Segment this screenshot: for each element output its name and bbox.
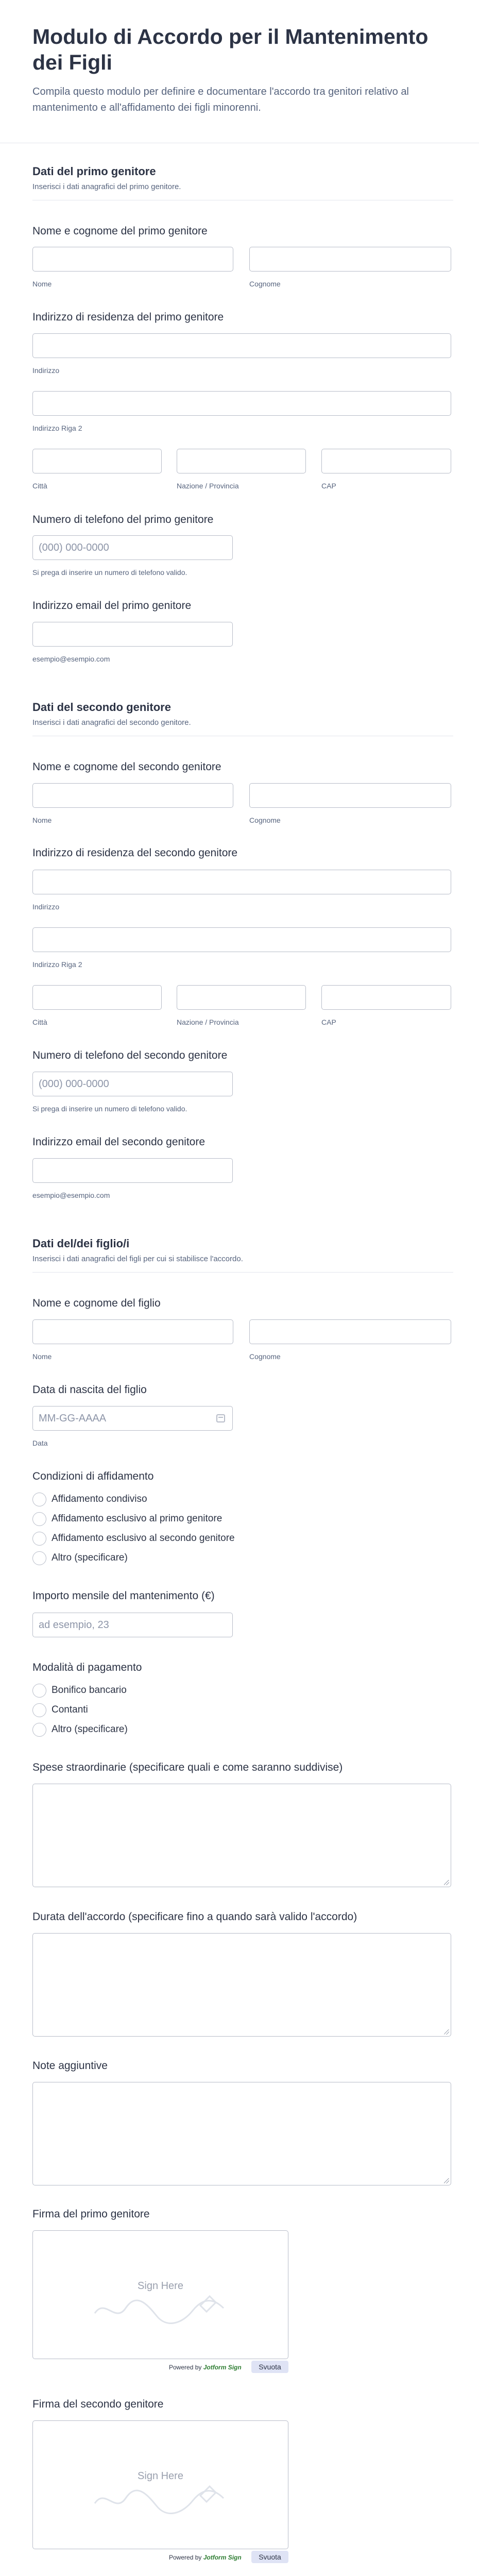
parent1-zip-input[interactable] — [321, 449, 451, 473]
custody-option-parent1[interactable] — [32, 1511, 222, 1527]
radio-button[interactable] — [32, 1703, 46, 1717]
resize-handle-icon[interactable] — [444, 1880, 449, 1885]
parent1-email-label: Indirizzo email del primo genitore — [32, 600, 192, 612]
parent2-name-label: Nome e cognome del secondo genitore — [32, 761, 221, 773]
parent2-section-subtitle: Inserisci i dati anagrafici del secondo genitore. — [32, 718, 191, 727]
signature1-label: Firma del primo genitore — [32, 2208, 150, 2220]
radio-button[interactable] — [32, 1532, 46, 1546]
custody-option-other[interactable] — [32, 1550, 128, 1566]
signature1-pad[interactable] — [32, 2230, 288, 2359]
children-section-subtitle: Inserisci i dati anagrafici del figli per cui si stabilisce l'accordo. — [32, 1255, 243, 1263]
radio-button[interactable] — [32, 1512, 46, 1526]
parent2-email-input[interactable] — [32, 1158, 233, 1183]
parent2-section-title: Dati del secondo genitore — [32, 701, 171, 714]
calendar-icon[interactable] — [216, 1414, 225, 1422]
resize-handle-icon[interactable] — [444, 2029, 449, 2035]
parent1-email-input[interactable] — [32, 622, 233, 647]
custody-label: Condizioni di affidamento — [32, 1470, 154, 1482]
parent2-address-label: Indirizzo di residenza del secondo genitore — [32, 847, 238, 859]
amount-input[interactable]: ad esempio, 23 — [32, 1613, 233, 1637]
custody-option-label: Affidamento esclusivo al primo genitore — [52, 1513, 223, 1524]
parent2-address2-sublabel: Indirizzo Riga 2 — [32, 960, 82, 969]
signature2-pad[interactable] — [32, 2420, 288, 2549]
extra-expenses-label: Spese straordinarie (specificare quali e come saranno suddivise) — [32, 1761, 343, 1773]
parent1-first-name-sublabel: Nome — [32, 280, 52, 288]
parent1-zip-sublabel: CAP — [321, 482, 336, 490]
parent1-section-subtitle: Inserisci i dati anagrafici del primo genitore. — [32, 182, 181, 191]
child-last-name-sublabel: Cognome — [249, 1352, 281, 1361]
signature1-hint: Sign Here — [138, 2280, 183, 2292]
form-subtitle: Compila questo modulo per definire e documentare l'accordo tra genitori relativo al mantenimento e all'affidamento dei figli minorenni. — [32, 86, 409, 113]
amount-label: Importo mensile del mantenimento (€) — [32, 1590, 215, 1602]
duration-textarea[interactable] — [32, 1933, 451, 2037]
child-last-name-input[interactable] — [249, 1319, 451, 1344]
parent1-address-label: Indirizzo di residenza del primo genitore — [32, 311, 224, 323]
parent1-city-input[interactable] — [32, 449, 162, 473]
custody-option-parent2[interactable] — [32, 1531, 235, 1546]
parent2-last-name-sublabel: Cognome — [249, 816, 281, 824]
payment-option-other[interactable] — [32, 1722, 128, 1737]
jotform-sign-logo: Jotform Sign — [203, 2554, 242, 2561]
jotform-sign-logo: Jotform Sign — [203, 2364, 242, 2371]
parent2-state-sublabel: Nazione / Provincia — [177, 1018, 239, 1026]
parent1-email-sublabel: esempio@esempio.com — [32, 655, 110, 663]
notes-textarea[interactable] — [32, 2082, 451, 2185]
parent2-first-name-input[interactable] — [32, 783, 233, 808]
parent2-phone-sublabel: Si prega di inserire un numero di telefono valido. — [32, 1105, 187, 1113]
signature2-clear-button[interactable]: Svuota — [251, 2551, 288, 2563]
parent1-first-name-input[interactable] — [32, 247, 233, 272]
parent1-state-sublabel: Nazione / Provincia — [177, 482, 239, 490]
signature2-powered-by — [169, 2554, 242, 2561]
child-dob-input[interactable] — [32, 1406, 233, 1431]
parent1-last-name-sublabel: Cognome — [249, 280, 281, 288]
signature1-powered-by — [169, 2364, 242, 2371]
resize-handle-icon[interactable] — [444, 2178, 449, 2183]
extra-expenses-textarea[interactable] — [32, 1784, 451, 1887]
parent2-email-sublabel: esempio@esempio.com — [32, 1191, 110, 1199]
radio-button[interactable] — [32, 1684, 46, 1698]
form-title: Modulo di Accordo per il Mantenimento dei Figli — [32, 25, 429, 74]
parent2-first-name-sublabel: Nome — [32, 816, 52, 824]
parent2-state-input[interactable] — [177, 985, 306, 1010]
payment-label: Modalità di pagamento — [32, 1662, 142, 1673]
custody-option-shared[interactable] — [32, 1492, 147, 1507]
duration-label: Durata dell'accordo (specificare fino a quando sarà valido l'accordo) — [32, 1911, 357, 1923]
parent2-zip-sublabel: CAP — [321, 1018, 336, 1026]
signature1-clear-button[interactable]: Svuota — [251, 2361, 288, 2373]
radio-button[interactable] — [32, 1493, 46, 1506]
parent1-phone-input[interactable]: (000) 000-0000 — [32, 535, 233, 560]
parent2-city-input[interactable] — [32, 985, 162, 1010]
child-dob-label: Data di nascita del figlio — [32, 1384, 147, 1396]
payment-option-label: Altro (specificare) — [52, 1724, 128, 1735]
custody-option-label: Affidamento condiviso — [52, 1494, 147, 1504]
parent2-last-name-input[interactable] — [249, 783, 451, 808]
parent1-city-sublabel: Città — [32, 482, 47, 490]
radio-button[interactable] — [32, 1723, 46, 1737]
signature-scribble-icon — [84, 2457, 239, 2519]
parent2-address2-input[interactable] — [32, 927, 451, 952]
parent1-address1-input[interactable] — [32, 333, 451, 358]
notes-label: Note aggiuntive — [32, 2060, 108, 2072]
parent1-section-title: Dati del primo genitore — [32, 165, 156, 178]
signature2-hint: Sign Here — [138, 2470, 183, 2482]
child-first-name-input[interactable] — [32, 1319, 233, 1344]
parent2-email-label: Indirizzo email del secondo genitore — [32, 1136, 206, 1148]
parent1-last-name-input[interactable] — [249, 247, 451, 272]
parent1-phone-label: Numero di telefono del primo genitore — [32, 514, 214, 526]
parent2-phone-input[interactable]: (000) 000-0000 — [32, 1072, 233, 1096]
child-first-name-sublabel: Nome — [32, 1352, 52, 1361]
parent2-address1-sublabel: Indirizzo — [32, 903, 60, 911]
payment-option-label: Bonifico bancario — [52, 1685, 127, 1696]
parent1-address1-sublabel: Indirizzo — [32, 366, 60, 375]
signature-scribble-icon — [84, 2267, 239, 2329]
payment-option-label: Contanti — [52, 1704, 88, 1715]
parent1-name-label: Nome e cognome del primo genitore — [32, 225, 208, 237]
children-section-title: Dati del/dei figlio/i — [32, 1237, 130, 1250]
parent2-phone-label: Numero di telefono del secondo genitore — [32, 1049, 228, 1061]
parent1-address2-input[interactable] — [32, 391, 451, 416]
child-dob-sublabel: Data — [32, 1439, 48, 1447]
signature2-label: Firma del secondo genitore — [32, 2398, 164, 2410]
payment-option-bank[interactable] — [32, 1683, 127, 1698]
powered-prefix: Powered by — [169, 2364, 202, 2371]
parent2-city-sublabel: Città — [32, 1018, 47, 1026]
powered-prefix: Powered by — [169, 2554, 202, 2561]
parent1-state-input[interactable] — [177, 449, 306, 473]
child-name-label: Nome e cognome del figlio — [32, 1297, 161, 1309]
parent1-address2-sublabel: Indirizzo Riga 2 — [32, 424, 82, 432]
parent1-phone-sublabel: Si prega di inserire un numero di telefono valido. — [32, 568, 187, 577]
child-dob-placeholder: MM-GG-AAAA — [39, 1413, 107, 1424]
parent2-zip-input[interactable] — [321, 985, 451, 1010]
parent2-address1-input[interactable] — [32, 870, 451, 894]
custody-option-label: Altro (specificare) — [52, 1552, 128, 1563]
children-section-divider — [32, 1272, 453, 1273]
payment-option-cash[interactable] — [32, 1702, 88, 1718]
custody-option-label: Affidamento esclusivo al secondo genitore — [52, 1533, 235, 1544]
radio-button[interactable] — [32, 1551, 46, 1565]
